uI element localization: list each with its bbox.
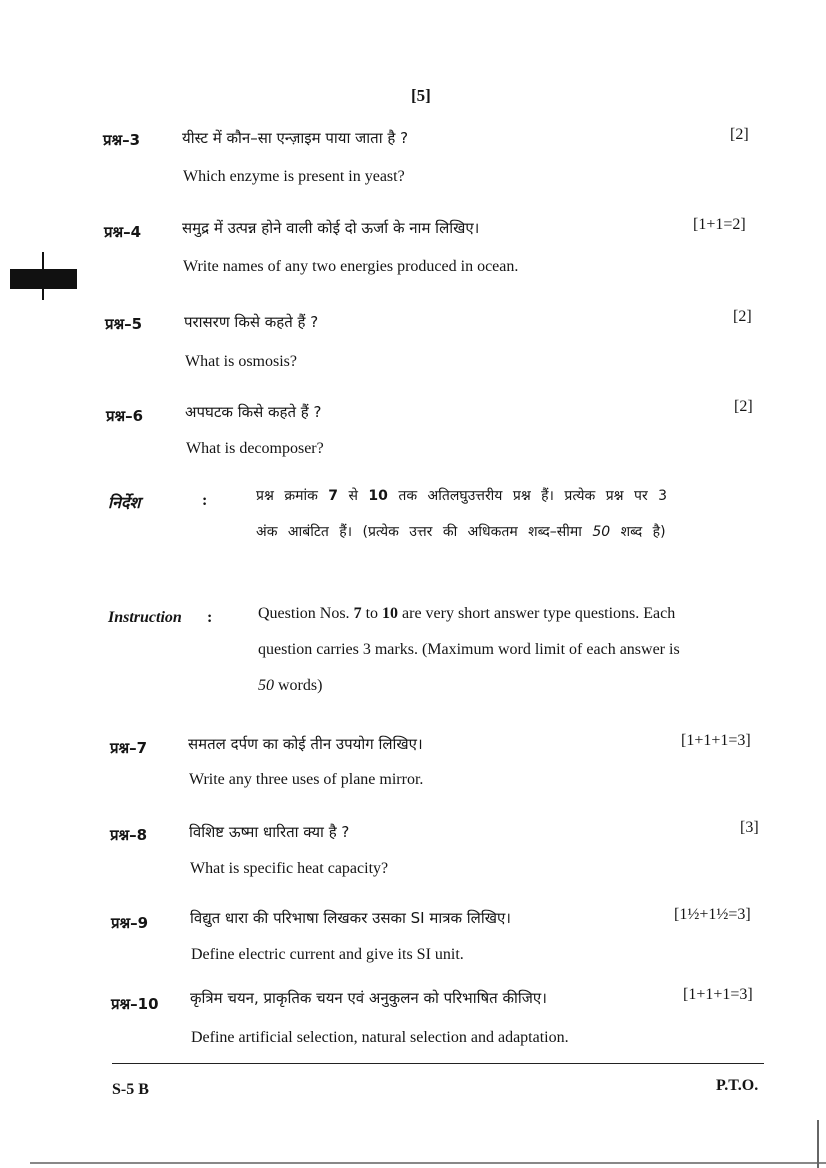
- question-5-marks: [2]: [733, 308, 752, 325]
- question-9-english: Define electric current and give its SI unit.: [191, 946, 464, 963]
- instruction-english-number-50: 50: [258, 677, 274, 694]
- question-6-label: प्रश्न–6: [106, 407, 144, 425]
- question-3-marks: [2]: [730, 126, 749, 143]
- question-6-english: What is decomposer?: [186, 440, 324, 457]
- question-8-label: प्रश्न–8: [110, 826, 148, 844]
- question-8-hindi: विशिष्ट ऊष्मा धारिता क्या है ?: [189, 823, 350, 841]
- question-7-marks: [1+1+1=3]: [681, 732, 751, 749]
- question-6-hindi: अपघटक किसे कहते हैं ?: [185, 403, 322, 421]
- instruction-english-number-7: 7: [353, 605, 362, 622]
- page-right-edge: [817, 1120, 819, 1168]
- question-7-english: Write any three uses of plane mirror.: [189, 771, 424, 788]
- instruction-hindi-number-10: 10: [368, 488, 388, 504]
- instruction-hindi-number-7: 7: [328, 488, 339, 504]
- binding-mark-bar: [10, 269, 77, 289]
- question-4-label: प्रश्न–4: [104, 223, 142, 241]
- instruction-hindi-number-50: 50: [592, 524, 611, 540]
- question-8-english: What is specific heat capacity?: [190, 860, 389, 877]
- question-3-hindi: यीस्ट में कौन–सा एन्ज़ाइम पाया जाता है ?: [182, 129, 409, 147]
- instruction-english-number-10: 10: [382, 605, 399, 622]
- question-4-hindi: समुद्र में उत्पन्न होने वाली कोई दो ऊर्जा के नाम लिखिए।: [182, 219, 480, 237]
- question-9-marks: [1½+1½=3]: [674, 906, 751, 923]
- question-7-label: प्रश्न–7: [110, 739, 148, 757]
- question-6-marks: [2]: [734, 398, 753, 415]
- question-10-english: Define artificial selection, natural selection and adaptation.: [191, 1029, 569, 1046]
- instruction-hindi-colon: :: [202, 492, 208, 509]
- question-3-english: Which enzyme is present in yeast?: [183, 168, 405, 185]
- question-10-label: प्रश्न–10: [111, 995, 159, 1013]
- page-bottom-edge: [30, 1162, 826, 1164]
- instruction-hindi-text: [256, 478, 686, 550]
- pto-label: P.T.O.: [716, 1077, 759, 1094]
- question-5-english: What is osmosis?: [185, 353, 297, 370]
- question-10-marks: [1+1+1=3]: [683, 986, 753, 1003]
- question-3-label: प्रश्न–3: [103, 131, 141, 149]
- question-7-hindi: समतल दर्पण का कोई तीन उपयोग लिखिए।: [188, 735, 423, 753]
- instruction-hindi-label: निर्देश: [108, 493, 141, 512]
- question-5-label: प्रश्न–5: [105, 315, 143, 333]
- instruction-english-part-1: Question Nos.: [258, 605, 350, 622]
- question-5-hindi: परासरण किसे कहते हैं ?: [184, 313, 319, 331]
- question-9-hindi: विद्युत धारा की परिभाषा लिखकर उसका SI मात्रक लिखिए।: [190, 909, 511, 927]
- instruction-english-text: [258, 596, 686, 704]
- footer-divider: [112, 1063, 764, 1064]
- instruction-hindi-part-4: शब्द है): [620, 524, 666, 540]
- instruction-english-part-4: words): [278, 677, 323, 694]
- question-10-hindi: कृत्रिम चयन, प्राकृतिक चयन एवं अनुकुलन को परिभाषित कीजिए।: [190, 989, 547, 1007]
- question-9-label: प्रश्न–9: [111, 914, 149, 932]
- instruction-english-label: Instruction: [108, 609, 182, 626]
- page-number: [5]: [411, 86, 431, 105]
- question-4-english: Write names of any two energies produced in ocean.: [183, 258, 519, 275]
- instruction-hindi-part-2: से: [348, 488, 358, 504]
- question-4-marks: [1+1=2]: [693, 216, 746, 233]
- instruction-hindi-part-1: प्रश्न क्रमांक: [256, 488, 318, 504]
- instruction-hindi-part-3: तक अतिलघुउत्तरीय प्रश्न हैं। प्रत्येक प्रश्न पर 3 अंक आबंटित हैं। (प्रत्येक उत्तर की अधिकतम शब्द–सीमा: [256, 488, 668, 540]
- instruction-english-part-3: are very short answer type questions. Each question carries 3 marks. (Maximum word limit of each answer is: [258, 605, 680, 658]
- paper-code: S-5 B: [112, 1081, 149, 1098]
- instruction-english-colon: :: [207, 609, 213, 626]
- question-8-marks: [3]: [740, 819, 759, 836]
- instruction-english-part-2: to: [365, 605, 379, 622]
